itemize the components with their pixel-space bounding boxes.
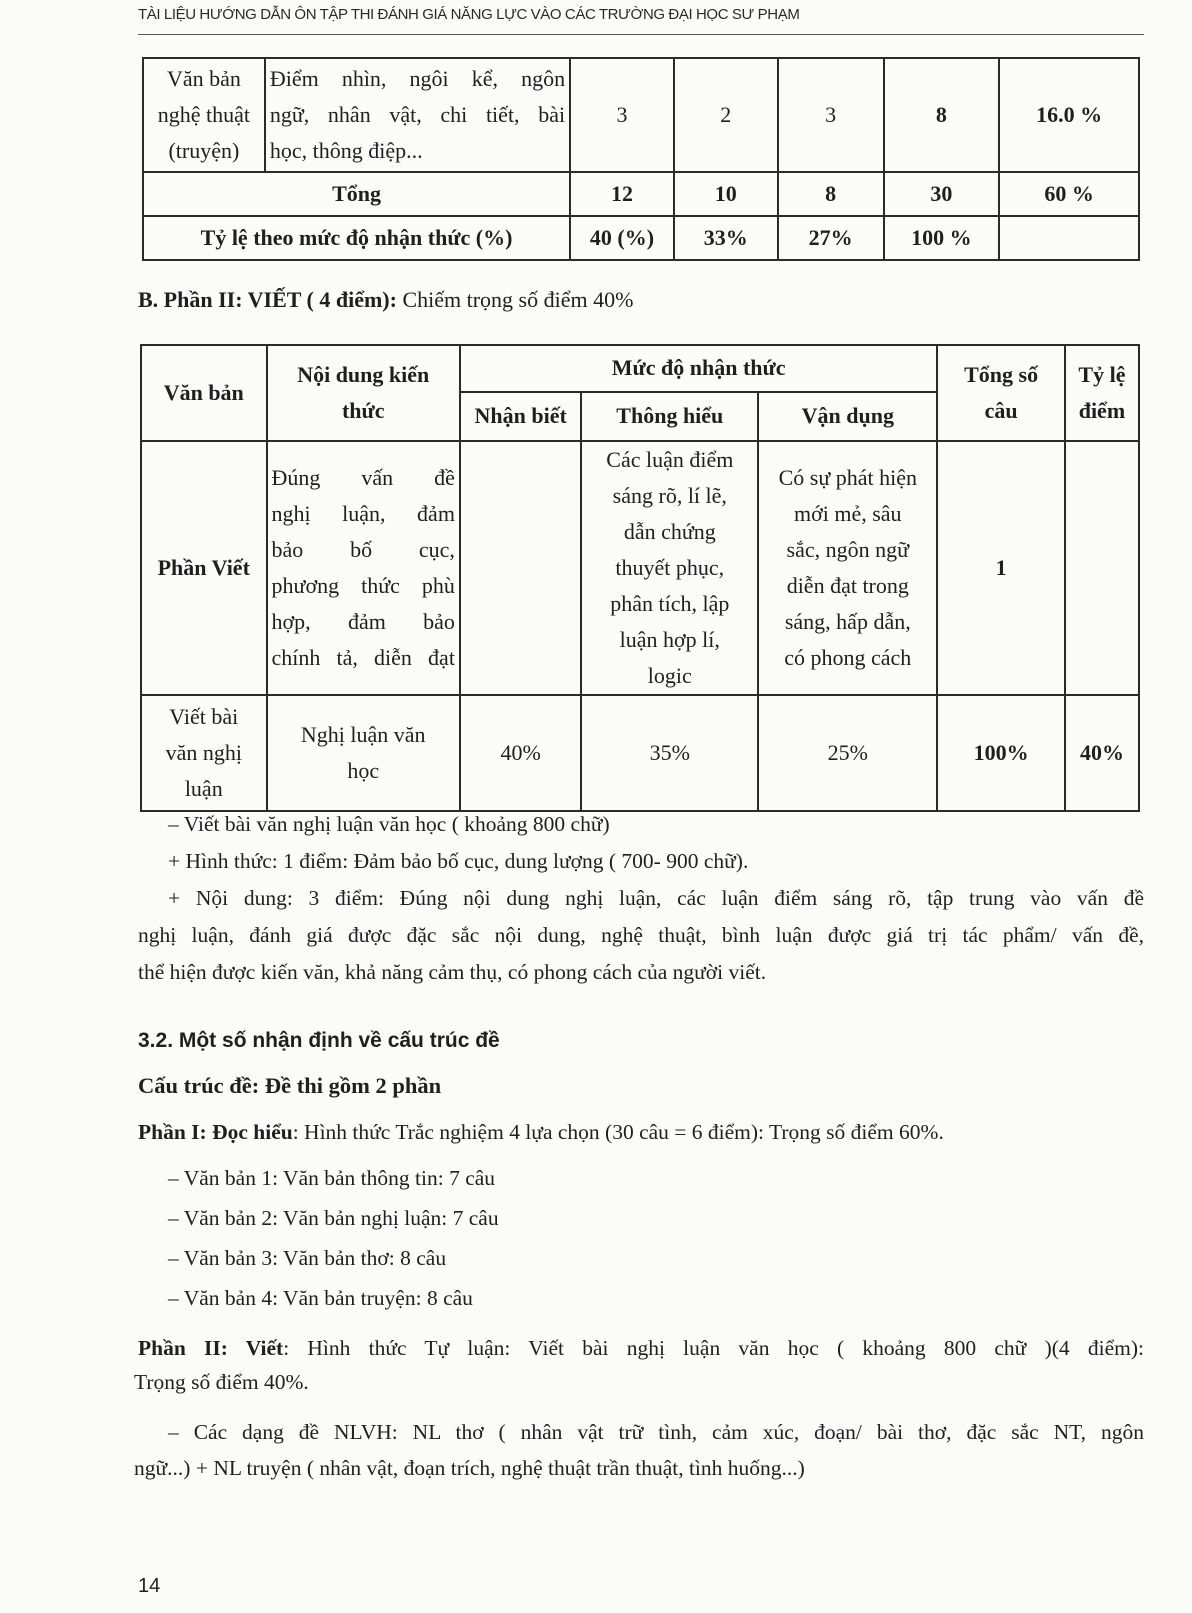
note-line: nghị luận, đánh giá được đặc sắc nội dung, nghệ thuật, bình luận được giá trị tác phẩm/ vấn đề, (138, 923, 1144, 947)
col-header-total: Tổng số câu (937, 345, 1065, 441)
table-cell: 16.0 % (999, 58, 1139, 172)
content-cell: Điểm nhìn, ngôi kể, ngôn ngữ, nhân vật, chi tiết, bài học, thông điệp... (265, 58, 570, 172)
table-cell: 30 (884, 172, 1000, 216)
col-header-level-3: Vận dụng (758, 392, 937, 441)
table-row (141, 695, 1139, 811)
table-cell: 25% (758, 695, 937, 811)
table-cell: 8 (778, 172, 884, 216)
text-type-cell: Văn bản nghệ thuật (truyện) (143, 58, 265, 172)
row-label-writing: Phần Viết (141, 441, 267, 695)
table-cell (999, 216, 1139, 260)
col-header-content: Nội dung kiến thức (267, 345, 460, 441)
table-row (143, 172, 1139, 216)
writing-matrix-table (140, 344, 1140, 812)
table-cell: Các luận điểm sáng rõ, lí lẽ, dẫn chứng thuyết phục, phân tích, lập luận hợp lí, logic (581, 441, 758, 695)
table-cell: 12 (570, 172, 674, 216)
table-cell (460, 441, 581, 695)
table-cell: 35% (581, 695, 758, 811)
list-item: – Văn bản 4: Văn bản truyện: 8 câu (168, 1286, 473, 1310)
table-header-row (141, 345, 1139, 392)
content-cell: Đúng vấn đề nghị luận, đảm bảo bố cục, phương thức phù hợp, đảm bảo chính tả, diễn đạt (267, 441, 460, 695)
content-cell: Nghị luận văn học (267, 695, 460, 811)
page-number: 14 (138, 1575, 161, 1597)
table-cell: 27% (778, 216, 884, 260)
table-cell: 1 (937, 441, 1065, 695)
table-row (143, 58, 1139, 172)
table-cell: 10 (674, 172, 778, 216)
table-cell: 33% (674, 216, 778, 260)
table-cell: 3 (778, 58, 884, 172)
note-line: + Nội dung: 3 điểm: Đúng nội dung nghị luận, các luận điểm sáng rõ, tập trung vào vấn đề (168, 886, 1144, 910)
table-cell: 40 (%) (570, 216, 674, 260)
col-header-level-1: Nhận biết (460, 392, 581, 441)
table-cell: 40% (1065, 695, 1139, 811)
list-item: – Văn bản 3: Văn bản thơ: 8 câu (168, 1246, 447, 1270)
exam-forms: – Các dạng đề NLVH: NL thơ ( nhân vật trữ tình, cảm xúc, đoạn/ bài thơ, đặc sắc NT, ngôn (168, 1420, 1144, 1444)
table-cell: 3 (570, 58, 674, 172)
table-row (141, 441, 1139, 695)
part2-title: B. Phần II: VIẾT ( 4 điểm): Chiếm trọng số điểm 40% (138, 287, 634, 312)
running-header: TÀI LIỆU HƯỚNG DẪN ÔN TẬP THI ĐÁNH GIÁ NĂNG LỰC VÀO CÁC TRƯỜNG ĐẠI HỌC SƯ PHẠM (138, 6, 800, 23)
header-divider (138, 34, 1144, 35)
reading-matrix-table (142, 57, 1140, 261)
note-line: thể hiện được kiến văn, khả năng cảm thụ, có phong cách của người viết. (138, 960, 767, 984)
table-cell: 60 % (999, 172, 1139, 216)
table-cell: 100 % (884, 216, 1000, 260)
table-cell: 40% (460, 695, 581, 811)
section-heading: 3.2. Một số nhận định về cấu trúc đề (138, 1029, 500, 1052)
col-header-ratio: Tỷ lệ điểm (1065, 345, 1139, 441)
list-item: – Văn bản 1: Văn bản thông tin: 7 câu (168, 1166, 496, 1190)
col-header-levels: Mức độ nhận thức (460, 345, 937, 392)
table-cell: 2 (674, 58, 778, 172)
note-line: + Hình thức: 1 điểm: Đảm bảo bố cục, dung lượng ( 700- 900 chữ). (168, 849, 749, 873)
total-label: Tổng (143, 172, 570, 216)
table-cell: 8 (884, 58, 1000, 172)
table-cell: 100% (937, 695, 1065, 811)
list-item: – Văn bản 2: Văn bản nghị luận: 7 câu (168, 1206, 499, 1230)
table-cell: Có sự phát hiện mới mẻ, sâu sắc, ngôn ngữ diễn đạt trong sáng, hấp dẫn, có phong cách (758, 441, 937, 695)
col-header-text-type: Văn bản (141, 345, 267, 441)
col-header-level-2: Thông hiểu (581, 392, 758, 441)
structure-heading: Cấu trúc đề: Đề thi gồm 2 phần (138, 1073, 442, 1098)
part2-description-cont: Trọng số điểm 40%. (134, 1370, 309, 1394)
part1-description: Phần I: Đọc hiểu: Hình thức Trắc nghiệm 4 lựa chọn (30 câu = 6 điểm): Trọng số điểm 60%. (138, 1120, 944, 1144)
exam-forms-cont: ngữ...) + NL truyện ( nhân vật, đoạn trích, nghệ thuật trần thuật, tình huống...) (134, 1456, 805, 1480)
table-cell (1065, 441, 1139, 695)
ratio-label: Tỷ lệ theo mức độ nhận thức (%) (143, 216, 570, 260)
row-label-essay: Viết bài văn nghị luận (141, 695, 267, 811)
table-row (143, 216, 1139, 260)
note-line: – Viết bài văn nghị luận văn học ( khoảng 800 chữ) (168, 812, 610, 836)
part2-description: Phần II: Viết: Hình thức Tự luận: Viết bài nghị luận văn học ( khoảng 800 chữ )(4 điểm): (138, 1336, 1144, 1360)
